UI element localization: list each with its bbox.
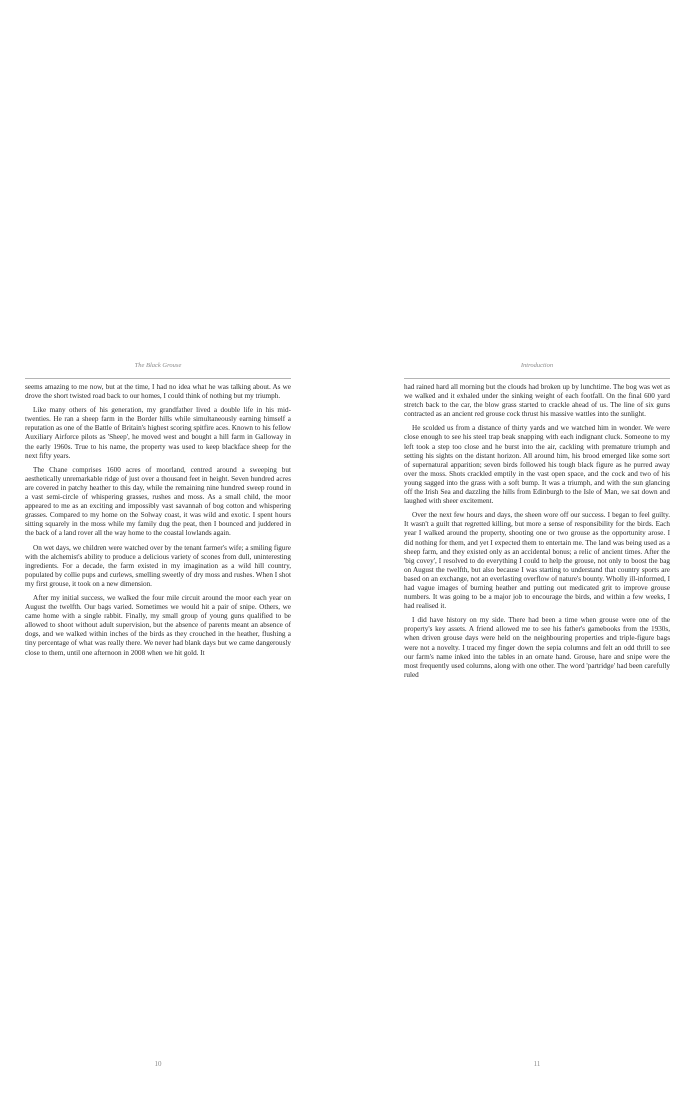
paragraph: On wet days, we children were watched over by the tenant farmer's wife; a smiling figure with the alchemist's ability to produce a delicious variety of scones from dull, uninteresting ingredients. For a decade, the farm existed in my imagination as a wild hill country, populated by collie pups and curlews, smelling sweetly of dry moss and rushes. When I shot my first grouse, it took on a new dimension.: [25, 543, 291, 588]
paragraph: Over the next few hours and days, the sheen wore off our success. I began to feel guilty. It wasn't a guilt that regretted killing, but more a sense of responsibility for the birds. Each year I walked around the property, shooting one or two grouse as the opportunity arose. I did nothing for them, and yet I expected them to entertain me. The land was being used as a sheep farm, and they existed only as an accidental bonus; a relic of ancient times. After the 'big covey', I resolved to do everything I could to help the grouse, not only to boost the bag on August the twelfth, but also because I was starting to understand that country sports are based on an exchange, not an everlasting overflow of nature's bounty. Wholly ill-informed, I had vague images of burning heather and putting out medicated grit to improve grouse numbers. It was going to be a major job to encourage the birds, and within a few weeks, I had realised it.: [404, 511, 670, 611]
paragraph: had rained hard all morning but the clouds had broken up by lunchtime. The bog was wet as we walked and it exhaled under the sinking weight of each footfall. On the final 600 yard stretch back to the car, the blow grass started to crackle ahead of us. The line of six guns contracted as an ancient red grouse cock thrust his massive wattles into the sunlight.: [404, 383, 670, 419]
right-page-body: [404, 383, 670, 680]
paragraph: seems amazing to me now, but at the time, I had no idea what he was talking about. As we drove the short twisted road back to our homes, I could think of nothing but my triumph.: [25, 383, 291, 401]
right-page: [404, 360, 670, 1068]
paragraph: The Chane comprises 1600 acres of moorland, centred around a sweeping but aesthetically unremarkable ridge of just over a thousand feet in height. Seven hundred acres are covered in patchy heather to this day, while the remaining nine hundred sweep round in a vast semi-circle of whispering grasses, rushes and moss. As a small child, the moor appeared to me as an exciting and impossibly vast savannah of bog cotton and whispering grasses. Compared to my home on the Solway coast, it was wild and exotic. I spent hours sitting squarely in the moss while my family dug the peat, then I bounced and juddered in the back of a land rover all the way home to the coastal lowlands again.: [25, 465, 291, 538]
running-head-right: Introduction: [520, 362, 554, 369]
paragraph: After my initial success, we walked the four mile circuit around the moor each year on August the twelfth. Our bags varied. Sometimes we would hit a pair of snipe. Others, we came home with a single rabbit. Finally, my small group of young guns qualified to be allowed to shoot without adult supervision, but the absence of parents meant an absence of dogs, and we walked within inches of the birds as they crouched in the heather, flushing a tiny percentage of what was really there. We never had blank days but we came dangerously close to them, until one afternoon in 2008 when we hit gold. It: [25, 593, 291, 657]
page-number-right: 11: [533, 1060, 541, 1068]
page-number-left: 10: [154, 1060, 162, 1068]
left-page: [25, 360, 291, 1068]
running-head-left: The Black Grouse: [134, 362, 182, 369]
paragraph: I did have history on my side. There had been a time when grouse were one of the property's key assets. A friend allowed me to see his father's gamebooks from the 1930s, when driven grouse days were held on the neighbouring properties and triple-figure bags were not a novelty. I traced my finger down the sepia columns and felt an odd thrill to see our farm's name inked into the tables in an ornate hand. Grouse, hare and snipe were the most frequently used columns, along with one other. The word 'partridge' had been carefully ruled: [404, 616, 670, 679]
left-page-body: [25, 383, 291, 658]
paragraph: Like many others of his generation, my grandfather lived a double life in his mid-twenties. He ran a sheep farm in the Border hills while simultaneously earning himself a reputation as one of the Battle of Britain's highest scoring spitfire aces. Known to his fellow Auxiliary Airforce pilots as 'Sheep', he moved west and bought a hill farm in Galloway in the early 1960s. True to his name, the property was used to keep blackface sheep for the next fifty years.: [25, 406, 291, 460]
paragraph: He scolded us from a distance of thirty yards and we watched him in wonder. We were close enough to see his steel trap beak snapping with each indignant cluck. Someone to my left took a step too close and he burst into the air, cackling with premature triumph and setting his sights on the distant horizon. All around him, his brood emerged like some sort of supernatural apparition; seven birds followed his tough black figure as he purred away over the moss. Shots crackled emptily in the vast open space, and the cock and two of his young sagged into the grass with a soft bump. It was a triumph, and with the sun glancing off the Irish Sea and dazzling the hills from Edinburgh to the Isle of Man, we sat down and laughed with sheer excitement.: [404, 424, 670, 506]
header-rule-right: [404, 378, 670, 379]
header-rule-left: [25, 378, 291, 379]
